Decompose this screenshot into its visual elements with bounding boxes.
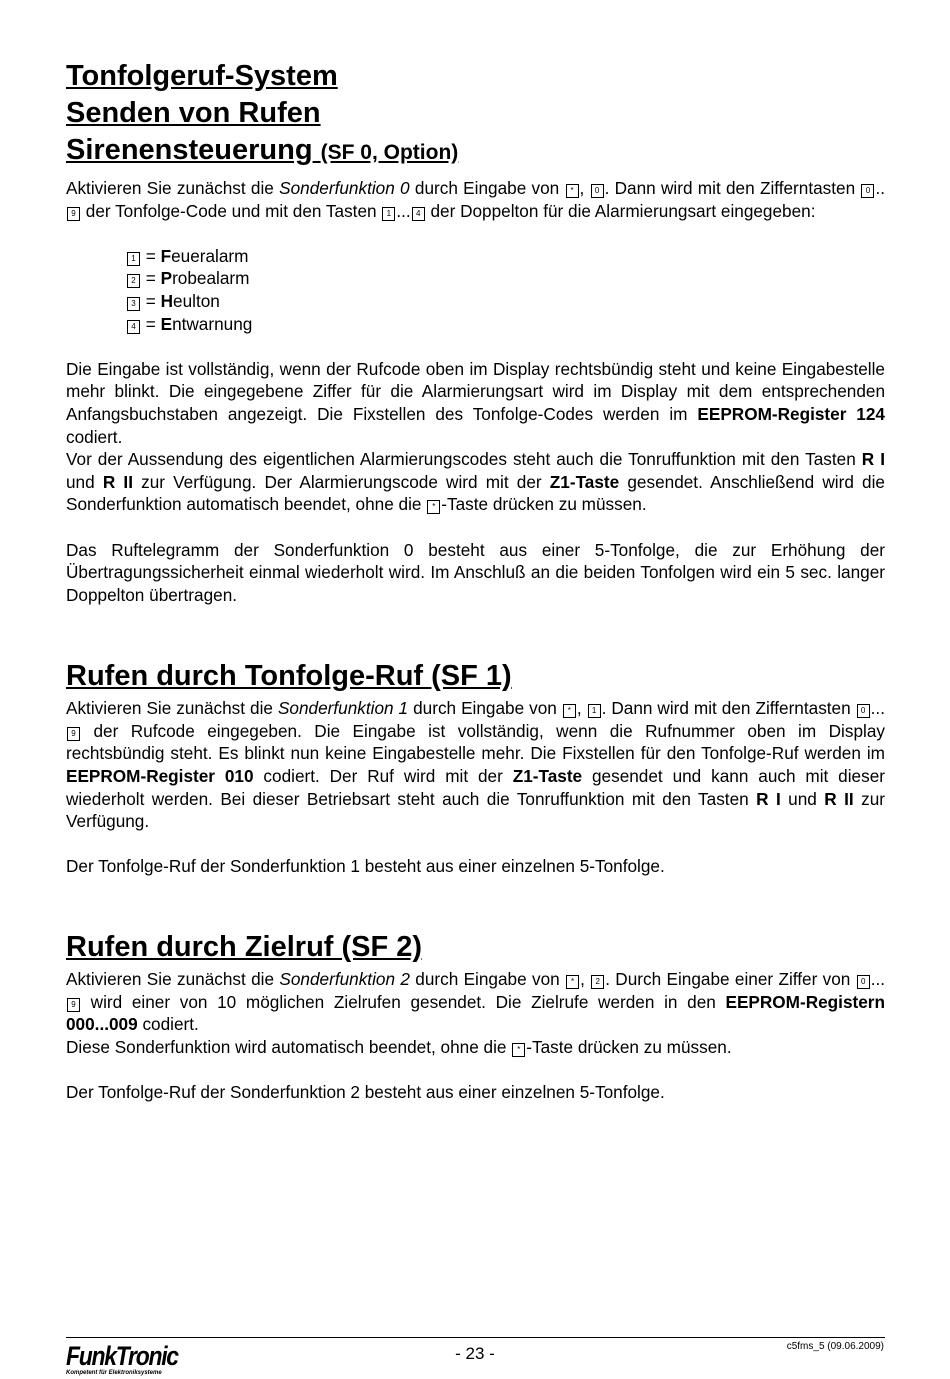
sf1-heading: Rufen durch Tonfolge-Ruf (SF 1) — [66, 660, 512, 693]
sf0-intro: Aktivieren Sie zunächst die Sonderfunktion 0 durch Eingabe von * , 0 . Dann wird mit den Zifferntasten 0 ..9 der Tonfolge-Code und mit den Tasten 1 ... 4 der Doppelton für die Alarmierungsart eingegeben: — [66, 178, 886, 221]
sf1-paragraph-2: Der Tonfolge-Ruf der Sonderfunktion 1 besteht aus einer einzelnen 5-Tonfolge. — [66, 856, 665, 877]
list-item: 3 = Heulton — [126, 290, 885, 313]
footer-divider — [66, 1337, 885, 1338]
title-line-3 — [66, 132, 885, 171]
key-0-icon: 0 — [861, 184, 874, 198]
title-line-2: Senden von Rufen — [66, 97, 321, 129]
sf2-paragraph-1: Aktivieren Sie zunächst die Sonderfunktion 2 durch Eingabe von * , 2 . Durch Eingabe einer Ziffer von 0 ...9 wird einer von 10 möglichen Zielrufen gesendet. Die Zielrufe werden in den EEPROM-Registern 000...009 codiert. — [66, 969, 886, 1035]
key-2-icon: 2 — [127, 274, 140, 288]
document-page — [66, 58, 885, 1104]
key-1-icon: 1 — [382, 207, 395, 221]
sf2-paragraph-3: Der Tonfolge-Ruf der Sonderfunktion 2 besteht aus einer einzelnen 5-Tonfolge. — [66, 1082, 665, 1102]
key-star-icon: * — [566, 184, 579, 198]
key-star-icon: * — [563, 704, 576, 718]
sf0-paragraph-4: Das Ruftelegramm der Sonderfunktion 0 besteht aus einer 5-Tonfolge, die zur Erhöhung der Übertragungssicherheit einmal wiederholt wird. Im Anschluß an die beiden Tonfolgen wird ein 5 sec. langer Doppelton übertragen. — [66, 539, 885, 605]
title-sirenensteuerung: Sirenensteuerung — [66, 134, 313, 166]
key-star-icon: * — [427, 500, 440, 514]
key-9-icon: 9 — [67, 998, 80, 1012]
sf2-paragraph-2: Diese Sonderfunktion wird automatisch beendet, ohne die * -Taste drücken zu müssen. — [66, 1036, 732, 1057]
key-star-icon: * — [512, 1043, 525, 1057]
key-4-icon: 4 — [127, 320, 140, 334]
key-0-icon: 0 — [857, 704, 870, 718]
funktronic-logo: FunkTronic Kompetent für Elektroniksysteme — [66, 1341, 178, 1376]
key-9-icon: 9 — [67, 207, 80, 221]
title-option: (SF 0, Option) — [320, 141, 459, 164]
key-2-icon: 2 — [591, 975, 604, 989]
list-item: 4 = Entwarnung — [126, 313, 885, 336]
key-9-icon: 9 — [67, 727, 80, 741]
sf1-paragraph-1: Aktivieren Sie zunächst die Sonderfunktion 1 durch Eingabe von * , 1 . Dann wird mit den Zifferntasten 0 ...9 der Rufcode eingegeben. Die Eingabe ist vollständig, wenn die Rufnummer oben im Display rechtsbündig steht. Es blinkt nun keine Eingabestelle mehr. Die Fixstellen für den Tonfolge-Ruf werden im EEPROM-Register 010 codiert. Der Ruf wird mit der Z1-Taste gesendet und kann auch mit dieser wiederholt werden. Bei dieser Betriebsart steht auch die Tonruffunktion mit den Tasten R I und R II zur Verfügung. — [66, 698, 885, 832]
alarm-type-list — [126, 245, 885, 335]
sf0-paragraph-2: Die Eingabe ist vollständig, wenn der Rufcode oben im Display rechtsbündig steht und keine Eingabestelle mehr blinkt. Die eingegebene Ziffer für die Alarmierungsart wird im Display mit dem entsprechenden Anfangsbuchstaben angezeigt. Die Fixstellen des Tonfolge-Codes werden im EEPROM-Register 124 codiert. — [66, 358, 885, 447]
title-line-1: Tonfolgeruf-System — [66, 60, 338, 92]
sf0-paragraph-3: Vor der Aussendung des eigentlichen Alarmierungscodes steht auch die Tonruffunktion mit den Tasten R I und R II zur Verfügung. Der Alarmierungscode wird mit der Z1-Taste gesendet. Anschließend wird die Sonderfunktion automatisch beendet, ohne die * -Taste drücken zu müssen. — [66, 449, 885, 515]
key-4-icon: 4 — [412, 207, 425, 221]
key-3-icon: 3 — [127, 297, 140, 311]
document-id: c5fms_5 (09.06.2009) — [786, 1341, 884, 1352]
key-0-icon: 0 — [857, 975, 870, 989]
key-1-icon: 1 — [127, 252, 140, 266]
page-number: - 23 - — [455, 1344, 495, 1363]
list-item: 2 = Probealarm — [126, 267, 885, 290]
key-1-icon: 1 — [588, 704, 601, 718]
sf2-heading: Rufen durch Zielruf (SF 2) — [66, 931, 423, 964]
key-star-icon: * — [566, 975, 579, 989]
key-0-icon: 0 — [591, 184, 604, 198]
list-item: 1 = Feueralarm — [126, 245, 885, 268]
